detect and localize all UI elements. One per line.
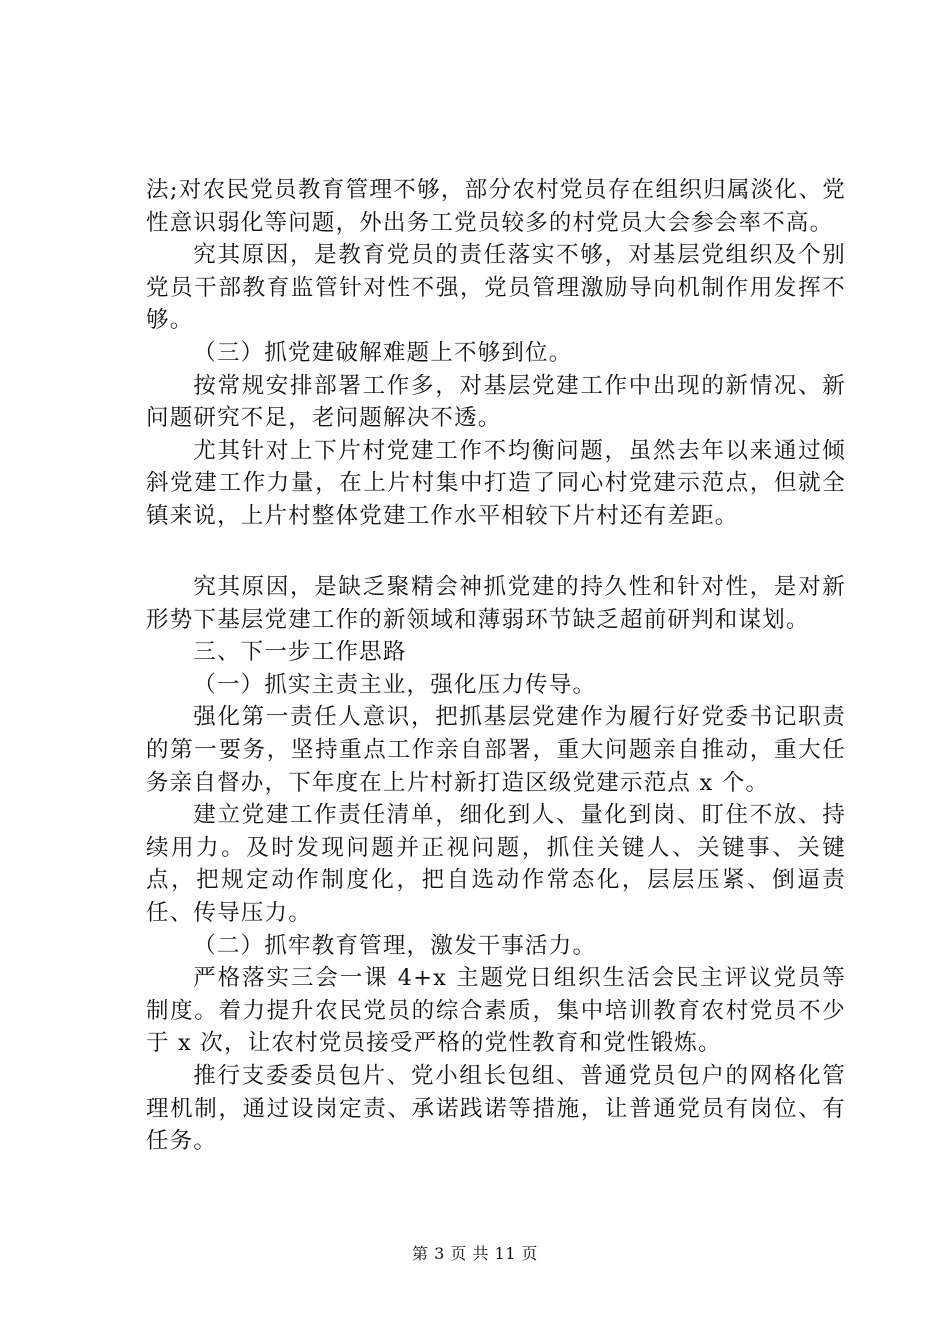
paragraph: 法;对农民党员教育管理不够，部分农村党员存在组织归属淡化、党性意识弱化等问题，外出务工党员较多的村党员大会参会率不高。: [146, 177, 846, 236]
paragraph: 究其原因，是教育党员的责任落实不够，对基层党组织及个别党员干部教育监管针对性不强，党员管理激励导向机制作用发挥不够。: [146, 242, 846, 334]
paragraph: （一）抓实主责主业，强化压力传导。: [193, 671, 597, 698]
paragraph: 三、下一步工作思路: [193, 639, 407, 666]
paragraph: 建立党建工作责任清单，细化到人、量化到岗、盯住不放、持续用力。及时发现问题并正视问题，抓住关键人、关键事、关键点，把规定动作制度化，把自选动作常态化，层层压紧、倒逼责任、传导压力。: [146, 802, 846, 926]
paragraph: 严格落实三会一课 4+x 主题党日组织生活会民主评议党员等制度。着力提升农民党员的综合素质，集中培训教育农村党员不少于 x 次，让农村党员接受严格的党性教育和党性锻炼。: [146, 965, 846, 1057]
paragraph: 按常规安排部署工作多，对基层党建工作中出现的新情况、新问题研究不足，老问题解决不透。: [146, 372, 846, 432]
paragraph: 推行支委委员包片、党小组长包组、普通党员包户的网格化管理机制，通过设岗定责、承诺践诺等措施，让普通党员有岗位、有任务。: [146, 1062, 846, 1155]
body-text-block-continued: [146, 571, 846, 1158]
paragraph: 强化第一责任人意识，把抓基层党建作为履行好党委书记职责的第一要务，坚持重点工作亲自部署，重大问题亲自推动，重大任务亲自督办，下年度在上片村新打造区级党建示范点 x 个。: [146, 704, 846, 796]
paragraph: 尤其针对上下片村党建工作不均衡问题，虽然去年以来通过倾斜党建工作力量，在上片村集中打造了同心村党建示范点，但就全镇来说，上片村整体党建工作水平相较下片村还有差距。: [146, 437, 846, 529]
body-text-block: [146, 174, 846, 533]
paragraph: （二）抓牢教育管理，激发干事活力。: [193, 932, 597, 959]
page-footer: 第 3 页 共 11 页: [412, 1244, 538, 1263]
paragraph: 究其原因，是缺乏聚精会神抓党建的持久性和针对性，是对新形势下基层党建工作的新领域和薄弱环节缺乏超前研判和谋划。: [146, 574, 846, 633]
paragraph: （三）抓党建破解难题上不够到位。: [193, 339, 573, 366]
